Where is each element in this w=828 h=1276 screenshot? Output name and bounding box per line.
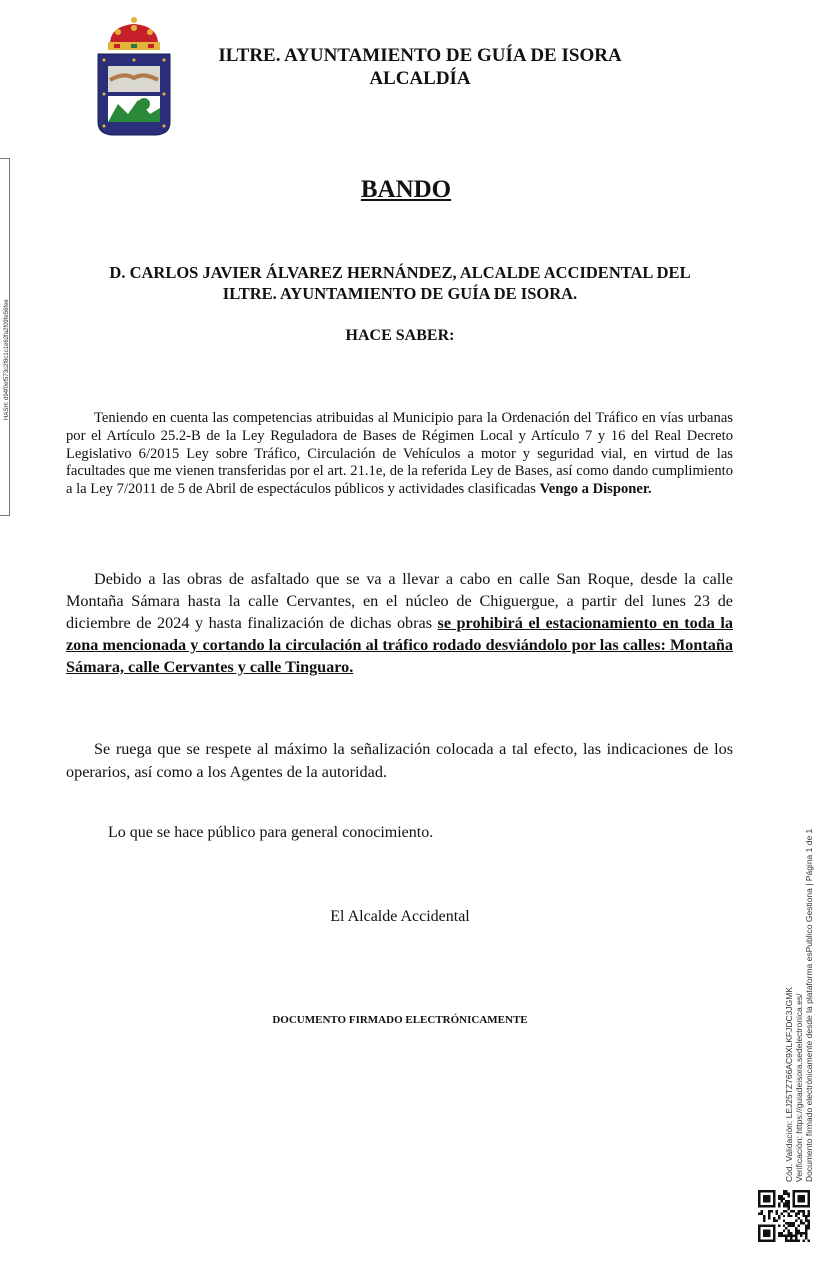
official-line-1: D. CARLOS JAVIER ÁLVAREZ HERNÁNDEZ, ALCALDE ACCIDENTAL DEL bbox=[109, 263, 691, 282]
paragraph-competencias-bold: Vengo a Disponer. bbox=[539, 481, 652, 498]
shield-icon bbox=[98, 54, 170, 135]
paragraph-senalizacion: Se ruega que se respete al máximo la señalización colocada a tal efecto, las indicaciones de los operarios, así como a los Agentes de la autoridad. bbox=[66, 740, 733, 781]
paragraph-obras-prohibition: se prohibirá el estacionamiento en toda la zona mencionada y cortando la circulación al tráfico rodado desviándolo por las calles: Montaña Sámara, calle Cervantes y calle Tinguaro. bbox=[66, 614, 733, 676]
validation-url: Verificación: https://guiadeisora.sedelectronica.es/ bbox=[794, 993, 804, 1182]
official-heading bbox=[64, 262, 736, 304]
official-line-2: ILTRE. AYUNTAMIENTO DE GUÍA DE ISORA. bbox=[222, 284, 578, 303]
public-notice: Lo que se hace público para general conocimiento. bbox=[108, 824, 434, 841]
crown-icon bbox=[108, 17, 160, 50]
paragraph-competencias bbox=[66, 410, 733, 499]
signed-notice: DOCUMENTO FIRMADO ELECTRÓNICAMENTE bbox=[272, 1014, 528, 1026]
paragraph-competencias-text: Teniendo en cuenta las competencias atribuidas al Municipio para la Ordenación del Tráfico en vías urbanas por el Artículo 25.2-B de la Ley Reguladora de Bases de Régimen Local y Artículo 7 y 16 del Real Decreto Legislativo 6/2015 Ley sobre Tráfico, Circulación de Vehículos a motor y seguridad vial, en virtud de las facultades que me vienen transferidas por el art. 21.1e, de la referida Ley de Bases, así como dando cumplimiento a la Ley 7/2011 de 5 de Abril de espectáculos públicos y actividades clasificadas bbox=[66, 410, 733, 498]
coat-of-arms-logo bbox=[94, 14, 174, 138]
institution-name: ILTRE. AYUNTAMIENTO DE GUÍA DE ISORA bbox=[218, 45, 622, 66]
qr-code-icon bbox=[758, 1190, 810, 1242]
signer: El Alcalde Accidental bbox=[330, 908, 470, 925]
paragraph-obras bbox=[66, 568, 733, 678]
paragraph-obras-text: Debido a las obras de asfaltado que se va a llevar a cabo en calle San Roque, desde la calle Montaña Sámara hasta la calle Cervantes, en el núcleo de Chiguergue, a partir del lunes 23 de diciembre de 2024 y hasta finalización de dichas obras bbox=[66, 570, 733, 632]
validation-platform: Documento firmado electrónicamente desde la plataforma esPublico Gestiona | Página 1 de 1 bbox=[804, 828, 814, 1182]
validation-code: Cód. Validación: LEJ25TZ766AC9XLKFJDC3JGMK bbox=[784, 987, 794, 1182]
hace-saber-heading: HACE SABER: bbox=[345, 327, 455, 344]
institution-header bbox=[180, 44, 660, 90]
document-title: BANDO bbox=[360, 176, 452, 203]
institution-office: ALCALDÍA bbox=[369, 68, 471, 89]
document-hash: HASH: d94f0ef573c2f8c1c1e62fa2f09fe56fee bbox=[4, 299, 10, 420]
validation-stamp bbox=[784, 829, 814, 1182]
